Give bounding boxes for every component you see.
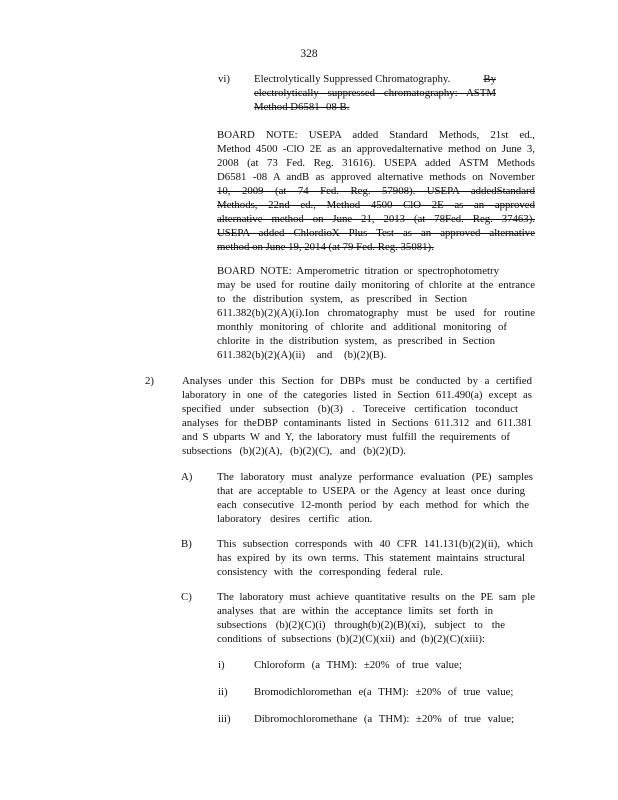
item-A-label: A) bbox=[181, 471, 193, 483]
item-vi-method bbox=[254, 100, 496, 114]
sub-item-text: Bromodichloromethan e(a THM): ±20% of true value; bbox=[254, 686, 514, 698]
board-note-2-line: chlorite in the distribution system, as prescribed in Section bbox=[217, 335, 495, 347]
item-B-label: B) bbox=[181, 538, 192, 550]
board-note-1-struck-line: alternative method on June 21, 2013 (at 78Fed. Reg. 37463). bbox=[217, 213, 535, 225]
item-vi-struck-by: By bbox=[483, 73, 496, 85]
board-note-1-struck-line: 10, 2009 (at 74 Fed. Reg. 57908). USEPA addedStandard bbox=[217, 185, 535, 197]
item-C-label: C) bbox=[181, 591, 192, 603]
board-note-2-line: monthly monitoring of chlorite and additional monitoring of bbox=[217, 321, 507, 333]
item-C-text bbox=[217, 590, 535, 646]
item-A-line: The laboratory must analyze performance evaluation (PE) samples bbox=[217, 471, 533, 483]
item-A-text bbox=[217, 470, 533, 526]
sub-item-label: ii) bbox=[218, 686, 228, 698]
board-note-1-struck-line: Methods, 22nd ed., Method 4500 ClO 2E as an approved bbox=[217, 199, 535, 211]
board-note-1-line: BOARD NOTE: USEPA added Standard Methods, 21st ed., bbox=[217, 129, 535, 141]
item-vi-label: vi) bbox=[218, 73, 230, 85]
item-C-line: The laboratory must achieve quantitative results on the PE sam ple bbox=[217, 591, 535, 603]
board-note-1-line: 2008 (at 73 Fed. Reg. 31616). USEPA added ASTM Methods bbox=[217, 157, 535, 169]
item-vi-line bbox=[254, 72, 496, 86]
item-2-line: specified under subsection (b)(3) . Toreceive certification toconduct bbox=[182, 403, 518, 415]
item-A-line: laboratory desires certific ation. bbox=[217, 513, 373, 525]
item-vi-title: Electrolytically Suppressed Chromatography. bbox=[254, 73, 451, 85]
item-A-line: each consecutive 12-month period by each method for which the bbox=[217, 499, 529, 511]
page-number: 328 bbox=[300, 48, 318, 60]
item-2-text bbox=[182, 374, 532, 458]
board-note-2-line: to the distribution system, as prescribed in Section bbox=[217, 293, 467, 305]
item-B-text bbox=[217, 537, 533, 579]
item-2-line: analyses for theDBP contaminants listed in Sections 611.312 and 611.381 bbox=[182, 417, 532, 429]
item-B-line: consistency with the corresponding federal rule. bbox=[217, 566, 443, 578]
board-note-1-line: Method 4500 -ClO 2E as an approvedalternative method on June 3, bbox=[217, 143, 535, 155]
sub-item-label: iii) bbox=[218, 713, 231, 725]
item-C-line: conditions of subsections (b)(2)(C)(xii) and (b)(2)(C)(xiii): bbox=[217, 633, 485, 645]
board-note-1-struck-line: method on June 19, 2014 (at 79 Fed. Reg. 35081). bbox=[217, 241, 434, 253]
board-note-2 bbox=[217, 264, 535, 362]
board-note-1 bbox=[217, 128, 535, 254]
board-note-2-line: BOARD NOTE: Amperometric titration or spectrophotometry bbox=[217, 265, 499, 277]
item-vi-struck-line: electrolytically suppressed chromatography: ASTM bbox=[254, 87, 496, 99]
board-note-1-struck-line: USEPA added ChlordioX Plus Test as an approved alternative bbox=[217, 227, 535, 239]
item-B-line: This subsection corresponds with 40 CFR 141.131(b)(2)(ii), which bbox=[217, 538, 533, 550]
board-note-2-line: 611.382(b)(2)(A)(ii) and (b)(2)(B). bbox=[217, 349, 387, 361]
item-vi-text bbox=[254, 72, 496, 114]
item-vi-method-text: Method D6581 -08 B. bbox=[254, 101, 350, 113]
sub-item-label: i) bbox=[218, 659, 225, 671]
item-C-line: subsections (b)(2)(C)(i) through(b)(2)(B)(xi), subject to the bbox=[217, 619, 505, 631]
item-2-label: 2) bbox=[145, 375, 154, 387]
item-2-line: Analyses under this Section for DBPs must be conducted by a certified bbox=[182, 375, 532, 387]
sub-item-text: Dibromochloromethane (a THM): ±20% of true value; bbox=[254, 713, 514, 725]
item-A-line: that are acceptable to USEPA or the Agency at least once during bbox=[217, 485, 525, 497]
item-2-line: subsections (b)(2)(A), (b)(2)(C), and (b)(2)(D). bbox=[182, 445, 406, 457]
board-note-2-line: may be used for routine daily monitoring of chlorite at the entrance bbox=[217, 279, 535, 291]
item-B-line: has expired by its own terms. This statement maintains structural bbox=[217, 552, 525, 564]
sub-item-text: Chloroform (a THM): ±20% of true value; bbox=[254, 659, 462, 671]
item-C-line: analyses that are within the acceptance limits set forth in bbox=[217, 605, 493, 617]
board-note-1-line: D6581 -08 A andB as approved alternative methods on November bbox=[217, 171, 535, 183]
item-2-line: and S ubparts W and Y, the laboratory must fulfill the requirements of bbox=[182, 431, 510, 443]
item-2-line: laboratory in one of the categories listed in Section 611.490(a) except as bbox=[182, 389, 532, 401]
board-note-2-line: 611.382(b)(2)(A)(i).Ion chromatography must be used for routine bbox=[217, 307, 535, 319]
